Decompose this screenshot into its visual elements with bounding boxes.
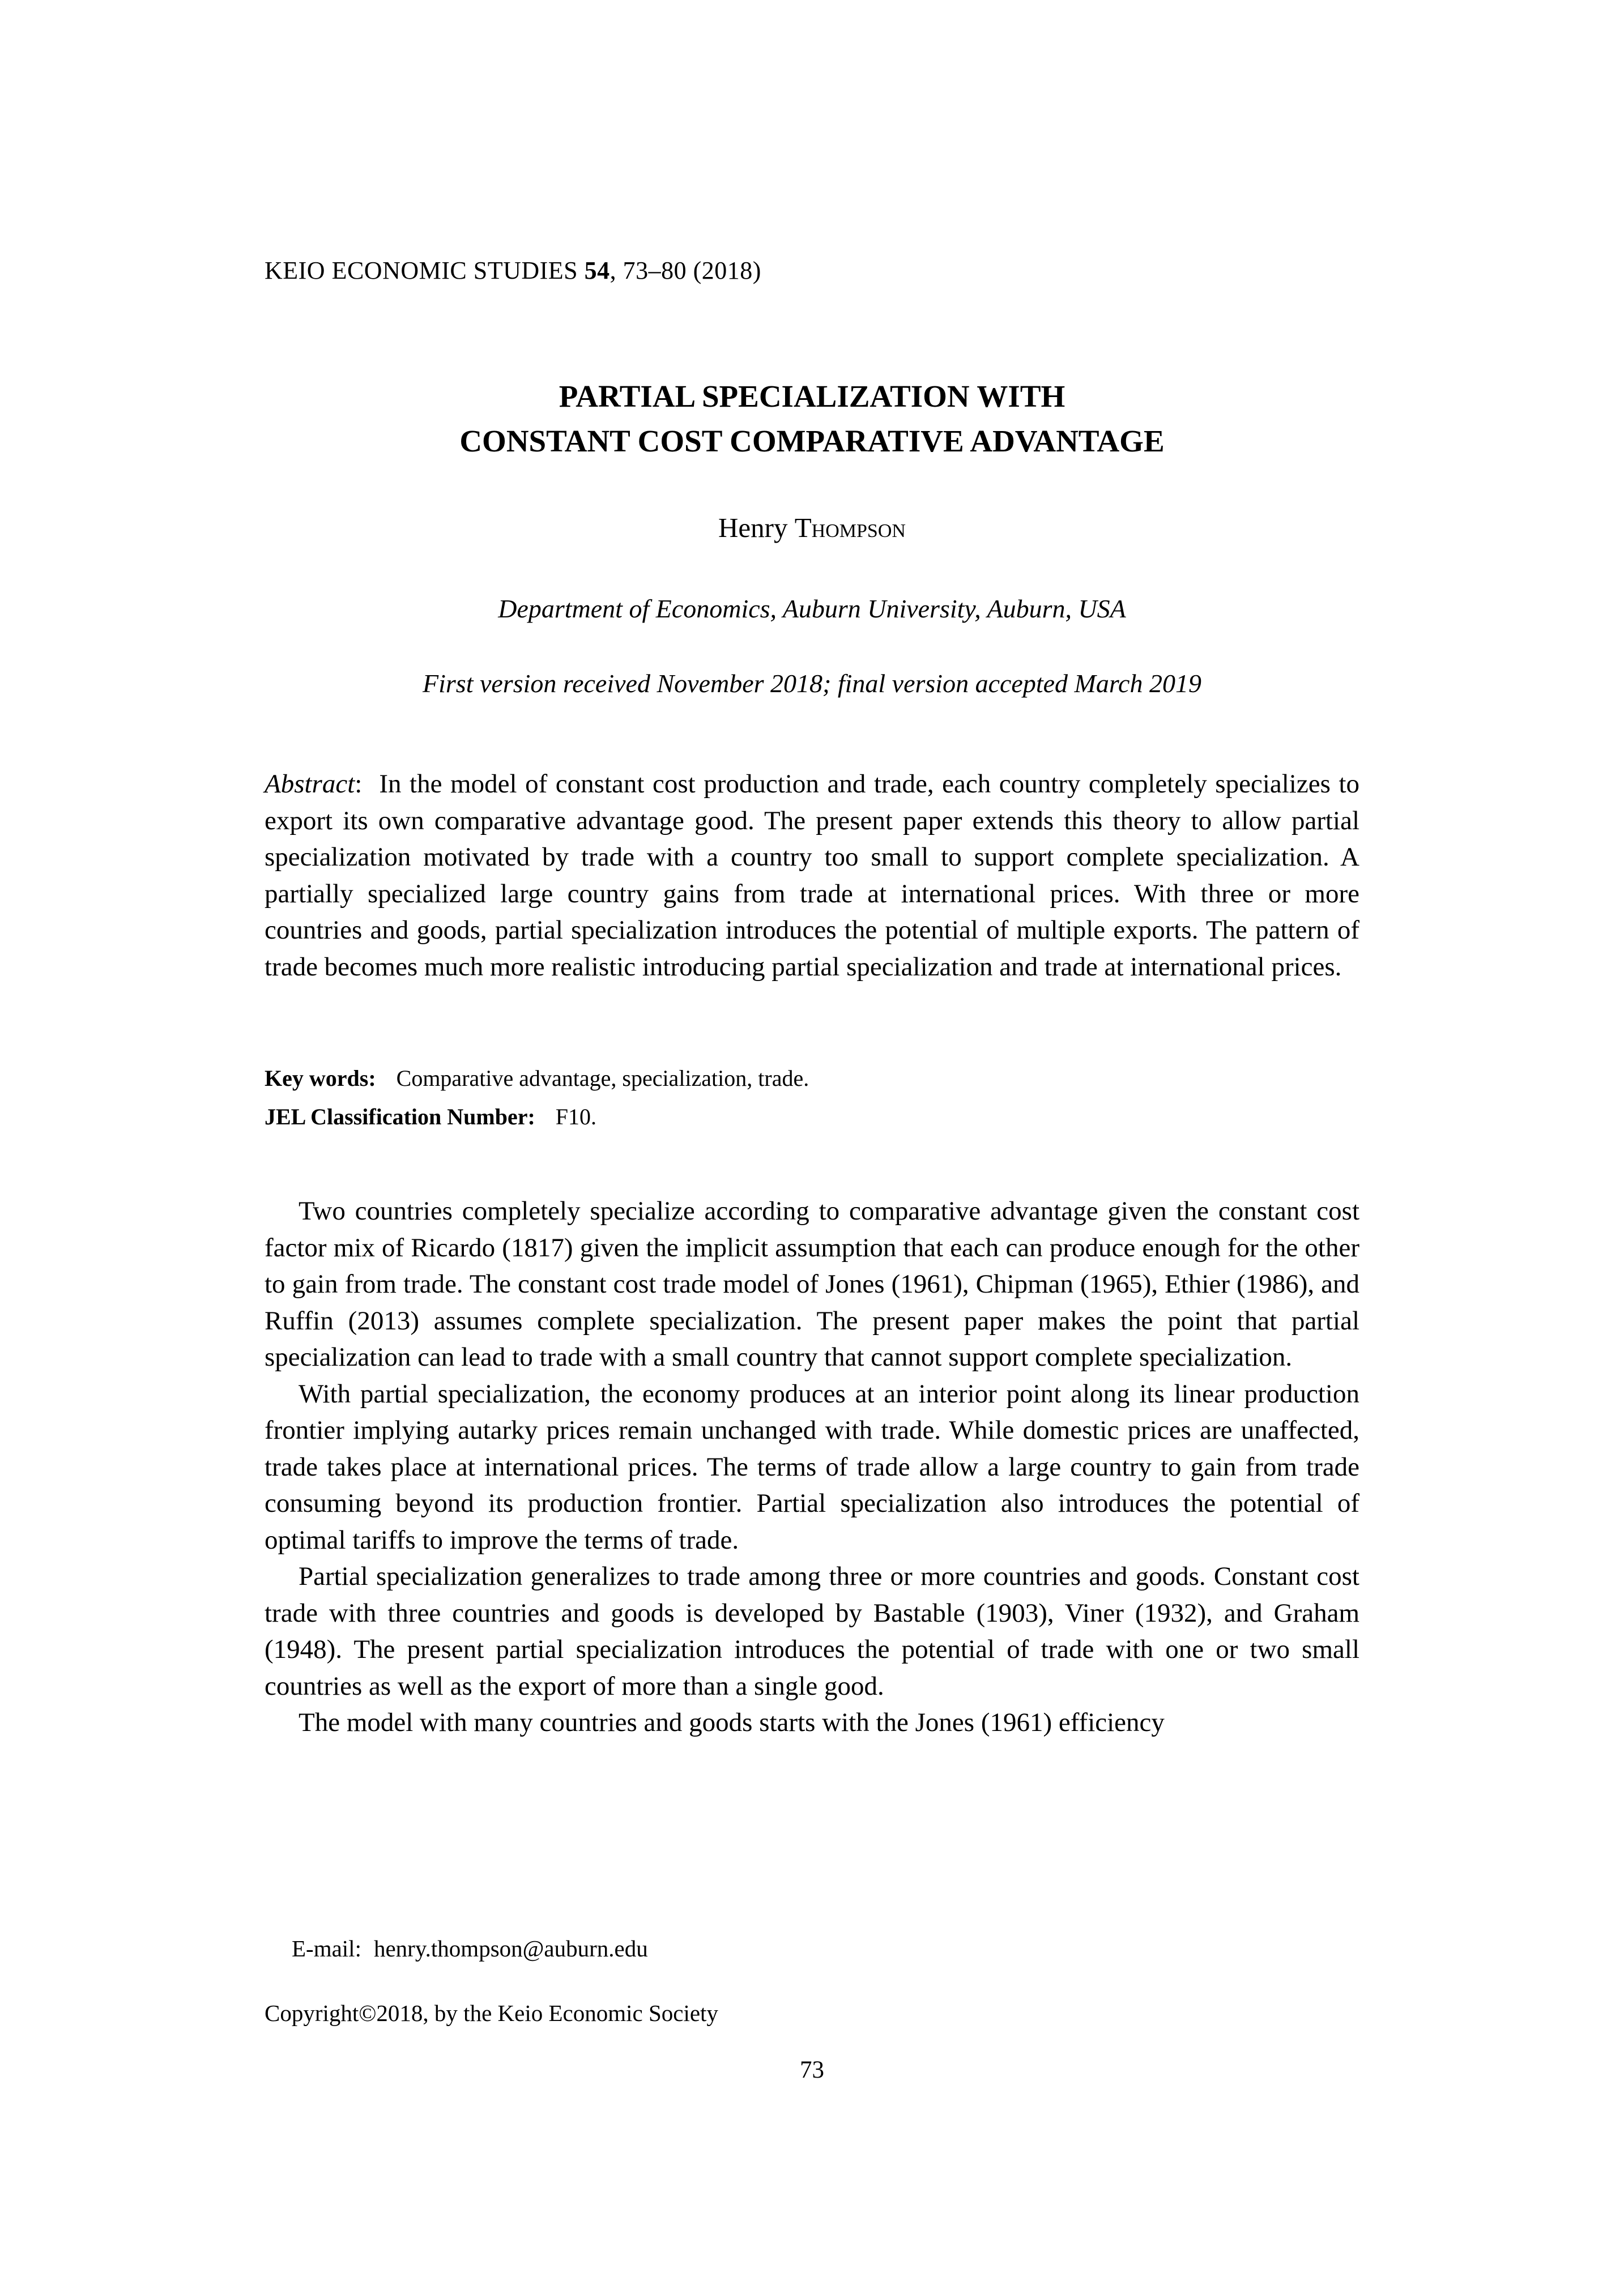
email-label: E-mail: [292,1935,361,1962]
copyright-notice: Copyright©2018, by the Keio Economic Society [265,2000,718,2026]
email-footnote [292,1935,648,1962]
author-last-name: Thompson [794,512,906,543]
paper-title-line1: PARTIAL SPECIALIZATION WITH [559,379,1065,413]
abstract-colon: : [355,769,363,799]
body-paragraph: Partial specialization generalizes to trade among three or more countries and goods. Constant cost trade with three countries and goods is developed by Bastable (1903), Viner (1932), and Graham (1948). The present partial specialization introduces the potential of trade with one or two small countries as well as the export of more than a single good. [265,1562,1359,1701]
body-paragraph: The model with many countries and goods starts with the Jones (1961) efficiency [299,1708,1165,1737]
author-first-name: Henry [718,512,795,543]
body-paragraph: With partial specialization, the economy produces at an interior point along its linear production frontier implying autarky prices remain unchanged with trade. While domestic prices are unaffected, trade takes place at international prices. The terms of trade allow a large country to gain from trade consuming beyond its production frontier. Partial specialization also introduces the potential of optimal tariffs to improve the terms of trade. [265,1379,1359,1555]
page-number: 73 [800,2057,824,2083]
journal-issue-info: , 73–80 (2018) [609,257,761,284]
author [265,511,1359,544]
paper-title [265,374,1359,463]
paper-title-line2: CONSTANT COST COMPARATIVE ADVANTAGE [459,424,1165,458]
keywords-text: Comparative advantage, specialization, trade. [396,1065,809,1091]
email-address: henry.thompson@auburn.edu [373,1935,648,1962]
jel-label: JEL Classification Number: [265,1104,535,1129]
received-dates: First version received November 2018; final version accepted March 2019 [423,669,1201,698]
journal-volume: 54 [584,257,610,284]
affiliation: Department of Economics, Auburn University, Auburn, USA [498,594,1126,623]
keywords [265,1065,1359,1091]
body-text [265,1193,1359,1741]
abstract [265,766,1359,985]
keywords-label: Key words: [265,1065,376,1091]
jel-classification [265,1103,1359,1130]
journal-name: KEIO ECONOMIC STUDIES [265,257,585,284]
body-paragraph: Two countries completely specialize according to comparative advantage given the constant cost factor mix of Ricardo (1817) given the implicit assumption that each can produce enough for the other to gain from trade. The constant cost trade model of Jones (1961), Chipman (1965), Ethier (1986), and Ruffin (2013) assumes complete specialization. The present paper makes the point that partial specialization can lead to trade with a small country that cannot support complete specialization. [265,1196,1359,1372]
abstract-label: Abstract [265,769,355,799]
abstract-text: In the model of constant cost production and trade, each country completely specializes to export its own comparative advantage good. The present paper extends this theory to allow partial specialization motivated by trade with a country too small to support complete specialization. A partially specialized large country gains from trade at international prices. With three or more countries and goods, partial specialization introduces the potential of multiple exports. The pattern of trade becomes much more realistic introducing partial specialization and trade at international prices. [265,769,1359,982]
jel-text: F10. [555,1104,597,1129]
journal-header [265,256,1359,285]
